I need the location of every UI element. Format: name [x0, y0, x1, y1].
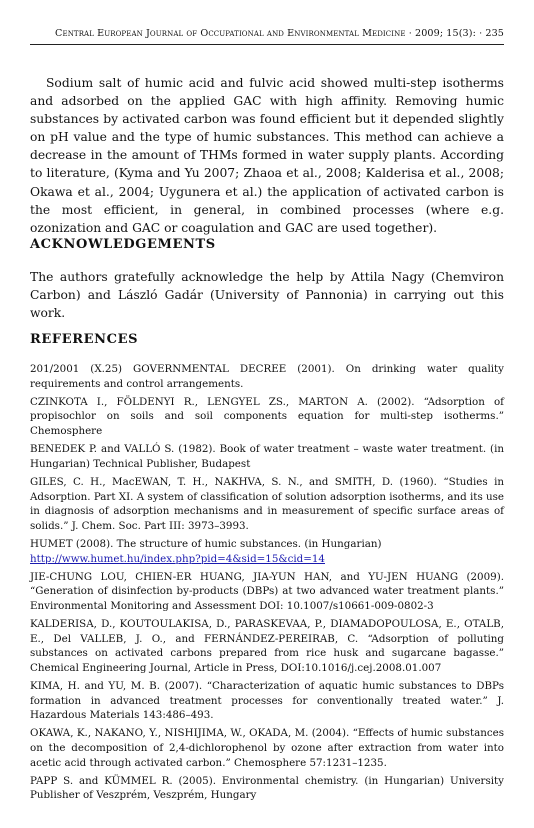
acknowledgements-text: The authors gratefully acknowledge the help by Attila Nagy (Chemviron Carbon) and László Gadár (University of Pannonia) in carrying out this work. — [30, 270, 504, 321]
reference-item — [30, 570, 504, 614]
reference-text: KALDERISA, D., KOUTOULAKISA, D., PARASKEVAA, P., DIAMADOPOULOSA, E., OTALB, E., Del VALLEB, J. O., and FERNÁNDEZ-PEREIRAB, C. “Adsorption of polluting substances on activated carbons prepared from rice husk and sugarcane bagasse.” Chemical Engineering Journal, Article in Press, DOI:10.1016/j.cej.2008.01.007 — [30, 618, 504, 674]
reference-item — [30, 395, 504, 439]
reference-text: OKAWA, K., NAKANO, Y., NISHIJIMA, W., OKADA, M. (2004). “Effects of humic substances on the decomposition of 2,4-dichlorophenol by ozone after extraction from water into acetic acid through activated carbon.” Chemosphere 57:1231–1235. — [30, 727, 504, 769]
running-header: Central European Journal of Occupational and Environmental Medicine · 2009; 15(3): · 235 — [55, 28, 504, 39]
acknowledgements-heading: ACKNOWLEDGEMENTS — [30, 237, 216, 252]
reference-text: GILES, C. H., MacEWAN, T. H., NAKHVA, S. N., and SMITH, D. (1960). “Studies in Adsorption. Part XI. A system of classification of solution adsorption isotherms, and its use in diagnosis of adsorption mechanisms and in measurement of specific surface areas of solids.” J. Chem. Soc. Part III: 3973–3993. — [30, 475, 505, 532]
reference-text: CZINKOTA I., FÖLDENYI R., LENGYEL ZS., MARTON A. (2002). “Adsorption of propisochlor on soils and soil components equation for multi-step isotherms.” Chemosphere — [30, 395, 504, 437]
reference-link[interactable]: http://www.humet.hu/index.php?pid=4&sid=15&cid=14 — [30, 552, 325, 565]
reference-text: PAPP S. and KÜMMEL R. (2005). Environmental chemistry. (in Hungarian) University Publisher of Veszprém, Veszprém, Hungary — [30, 774, 504, 802]
reference-text: BENEDEK P. and VALLÓ S. (1982). Book of water treatment – waste water treatment. (in Hungarian) Technical Publisher, Budapest — [30, 443, 504, 470]
reference-item — [30, 442, 504, 471]
reference-text: JIE-CHUNG LOU, CHIEN-ER HUANG, JIA-YUN HAN, and YU-JEN HUANG (2009). “Generation of disinfection by-products (DBPs) at two advanced water treatment plants.” Environmental Monitoring and Assessment DOI: 10.1007/s10661-009-0802-3 — [30, 570, 504, 612]
reference-item — [30, 679, 504, 723]
reference-item — [30, 726, 504, 770]
reference-item — [30, 537, 504, 566]
reference-item — [30, 362, 504, 391]
reference-list — [30, 362, 504, 807]
reference-text: KIMA, H. and YU, M. B. (2007). “Characterization of aquatic humic substances to DBPs formation in advanced treatment processes for conventionally treated water.” J. Hazardous Materials 143:486–493. — [30, 680, 504, 722]
reference-item — [30, 774, 504, 803]
header-rule — [30, 44, 504, 45]
conclusion-paragraph: Sodium salt of humic acid and fulvic acid showed multi-step isotherms and adsorbed on the applied GAC with high affinity. Removing humic substances by activated carbon was found efficient but it depended slightly on pH value and the type of humic substances. This method can achieve a decrease in the amount of THMs formed in water supply plants. According to literature, (Kyma and Yu 2007; Zhaoa et al., 2008; Kalderisa et al., 2008; Okawa et al., 2004; Uygunera et al.) the application of activated carbon is the most efficient, in general, in combined processes (where e.g. ozonization and GAC or coagulation and GAC are used together). — [30, 76, 504, 235]
reference-item — [30, 617, 504, 675]
reference-text: HUMET (2008). The structure of humic substances. (in Hungarian) — [30, 537, 382, 550]
reference-item — [30, 475, 504, 533]
reference-text: 201/2001 (X.25) GOVERNMENTAL DECREE (2001). On drinking water quality requirements and control arrangements. — [30, 363, 504, 390]
references-heading: REFERENCES — [30, 332, 139, 347]
